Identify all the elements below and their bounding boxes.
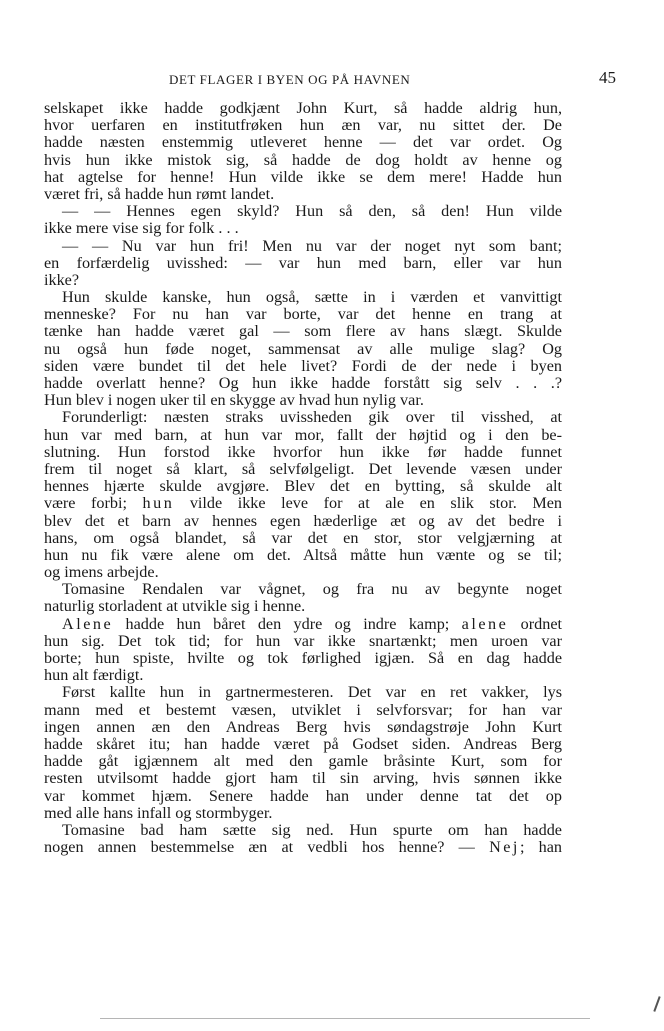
text-line: Hun blev i nogen uker til en skygge av hvad hun nylig var. xyxy=(44,391,424,410)
text-line: frem til noget så klart, så selvfølgeligt. Det levende væsen under xyxy=(44,459,562,478)
text-line: tænke han hadde været gal — som flere av hans slægt. Skulde xyxy=(44,322,562,341)
text-line: — — Nu var hun fri! Men nu var der noget nyt som bant; xyxy=(62,236,562,255)
text-line: en forfærdelig uvisshed: — var hun med barn, eller var hun xyxy=(44,253,562,272)
text-line: nu også hun føde noget, sammensat av alle mulige slag? Og xyxy=(44,339,562,358)
text-line: hat agtelse for henne! Hun vilde ikke se dem mere! Hadde hun xyxy=(44,167,562,186)
edge-mark xyxy=(653,996,660,1012)
text-line: ikke mere vise sig for folk . . . xyxy=(44,219,239,238)
text-line: hun var med barn, at hun var mor, fallt der højtid og i den be- xyxy=(44,425,562,444)
text-line: naturlig storladent at utvikle sig i henne. xyxy=(44,597,306,616)
text-line: og imens arbejde. xyxy=(44,563,159,582)
text-segment: hadde hun båret den ydre og indre kamp; xyxy=(113,614,462,633)
text-line: ingen annen æn den Andreas Berg hvis søndagstrøje John Kurt xyxy=(44,717,562,736)
text-line: hadde næsten enstemmig utleveret henne — det var ordet. Og xyxy=(44,133,562,152)
text-line: været fri, så hadde hun rømt landet. xyxy=(44,184,275,203)
text-line: — — Hennes egen skyld? Hun så den, så den! Hun vilde xyxy=(62,202,562,221)
text-line: mann med et bestemt væsen, utviklet i selvforsvar; for han var xyxy=(44,700,562,719)
text-line: menneske? For nu han var borte, var det henne en trang at xyxy=(44,305,562,324)
spaced-emphasis: hun xyxy=(142,494,175,513)
text-line: Hun skulde kanske, hun også, sætte in i værden et vanvittigt xyxy=(62,288,562,307)
text-line: hans, om også blandet, så var det en stor, stor velgjærning at xyxy=(44,528,562,547)
body-text xyxy=(44,100,562,856)
text-line: hun alt færdigt. xyxy=(44,666,144,685)
text-line: resten utvilsomt hadde gjort ham til sin arving, hvis sønnen ikke xyxy=(44,769,562,788)
text-segment: nogen annen bestemmelse æn at vedbli hos henne? — xyxy=(44,838,490,857)
running-head xyxy=(44,70,618,90)
text-line: Først kallte hun in gartnermesteren. Det var en ret vakker, lys xyxy=(62,683,562,702)
text-line: blev det et barn av hennes egen hæderlige æt og av det bedre i xyxy=(44,511,562,530)
text-line: hadde overlatt henne? Og hun ikke hadde forstått sig selv . . .? xyxy=(44,374,562,392)
spaced-emphasis: Nej xyxy=(489,838,520,857)
text-line: ikke? xyxy=(44,270,80,289)
text-line: siden være bundet til det hele livet? Fordi de der nede i byen xyxy=(44,356,562,375)
text-segment: ordnet xyxy=(508,614,563,633)
text-line: hun sig. Det tok tid; for hun var ikke snartænkt; men uroen var xyxy=(44,631,562,650)
text-line xyxy=(44,616,562,633)
spaced-emphasis: Alene xyxy=(62,614,114,633)
text-line: slutning. Hun forstod ikke hvorfor hun ikke før hadde funnet xyxy=(44,442,562,461)
text-line: hvor uerfaren en institutfrøken hun æn var, nu sittet der. De xyxy=(44,116,562,135)
text-line: Tomasine Rendalen var vågnet, og fra nu av begynte noget xyxy=(62,580,562,599)
text-line: hun nu fik være alene om det. Altså måtte hun vænte og se til; xyxy=(44,545,562,564)
text-line: hvis hun ikke mistok sig, så hadde de dog holdt av henne og xyxy=(44,150,562,169)
text-line: Forunderligt: næsten straks uvissheden gik over til visshed, at xyxy=(62,408,562,427)
text-line: selskapet ikke hadde godkjænt John Kurt, så hadde aldrig hun, xyxy=(44,99,562,117)
text-line: borte; hun spiste, hvilte og tok førlighed igjæn. Så en dag hadde xyxy=(44,649,562,667)
bottom-edge-rule xyxy=(100,1018,590,1019)
text-line xyxy=(44,495,562,512)
text-line: hadde skåret itu; han hadde været på Godset siden. Andreas Berg xyxy=(44,734,562,753)
text-segment: vilde ikke leve for at ale en slik stor. Men xyxy=(174,494,562,513)
text-line: Tomasine bad ham sætte sig ned. Hun spurte om han hadde xyxy=(62,820,562,839)
text-line: hennes hjærte skulde avgjøre. Blev det en bytting, så skulde alt xyxy=(44,477,562,496)
text-line: var kommet hjæm. Senere hadde han under denne tat det op xyxy=(44,786,562,805)
text-segment: ; han xyxy=(519,838,562,857)
text-line: med alle hans infall og stormbyger. xyxy=(44,803,273,822)
spaced-emphasis: alene xyxy=(461,614,509,633)
page-number: 45 xyxy=(599,68,616,87)
running-title: DET FLAGER I BYEN OG PÅ HAVNEN xyxy=(169,72,411,87)
text-segment: være forbi; xyxy=(44,494,143,513)
text-line xyxy=(44,839,562,856)
text-line: hadde gåt igjænnem alt med den gamle bråsinte Kurt, som for xyxy=(44,752,562,771)
